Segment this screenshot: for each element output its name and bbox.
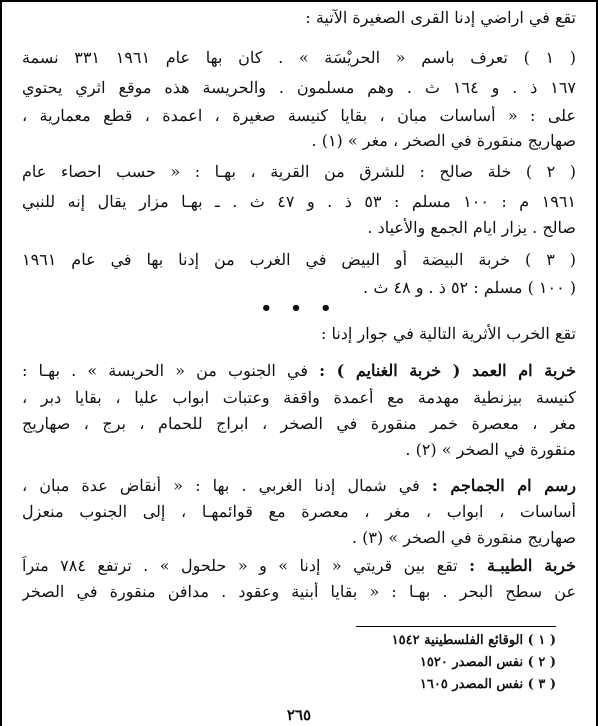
footnote: ( ١ ) الوقائع الفلسطينية ١٥٤٢ xyxy=(391,633,556,648)
paragraph-line: صالح . يزار ايام الجمع والأعياد . xyxy=(367,218,576,237)
paragraph-line: ( ١ ) تعرف باسم « الحريْسَة » . كان بها عام ١٩٦١ ٣٣١ نسمة xyxy=(22,48,576,67)
entry-title: خربة الطيبـة : xyxy=(469,556,576,575)
section-intro-line: تقع الخرب الأثرية التالية في جوار إدنا : xyxy=(321,324,576,343)
paragraph-line: ( ٣ ) خربة البيضة أو البيض في الغرب من إدنا بها في عام ١٩٦١ xyxy=(22,250,576,269)
entry-title: خربة ام العمد ( خربة الغنايم ) : xyxy=(319,361,576,380)
entry-text: في شمال إدنا الغربي . بها : « أنقاض عدة مبان ، xyxy=(22,476,432,495)
paragraph-line: صهاريج منقورة في الصخر ، مغر » (١) . xyxy=(311,131,576,150)
entry-text: في الجنوب من « الحريسة » . بهـا : xyxy=(22,361,320,380)
entry-text: تقع بين قريتي « إدنا » و « حلحول » . ترتفع ٧٨٤ متراً xyxy=(22,556,470,575)
entry-heading-line xyxy=(22,556,576,576)
paragraph-line: كنيسة بيزنطية مهدمة مع أعمدة واقفة وعتبات ابواب عليا ، بقايا دبر ، xyxy=(22,388,576,407)
entry-heading-line xyxy=(22,361,576,381)
entry-heading-line xyxy=(22,476,576,496)
paragraph-line: ( ٢ ) خلة صالح : للشرق من القرية ، بهـا : « حسب احصاء عام xyxy=(22,162,576,181)
footnote: ( ٣ ) نفس المصدر ١٦٠٥ xyxy=(419,677,556,692)
section-separator: • • • xyxy=(260,298,338,319)
paragraph-line: عن سطح البحر . بهـا : « بقايا أبنية وعقود . مدافن منقورة في الصخر xyxy=(22,582,576,601)
paragraph-line: أساسات ، ابواب ، مغر ، معصرة مع قوائمهـا ، إلى الجنوب منعزل xyxy=(22,502,576,521)
footnote: ( ٢ ) نفس المصدر ١٥٢٠ xyxy=(419,655,556,670)
paragraph-line: صهاريج منقورة في الصخر » (٣) . xyxy=(351,528,576,547)
page-number: ٢٦٥ xyxy=(286,706,312,724)
entry-title: رسم ام الجماجم : xyxy=(431,476,576,495)
paragraph-line: ١٦٧ ذ . و ١٦٤ ث . وهم مسلمون . والحريسة هذه موقع اثري يحتوي xyxy=(22,78,576,97)
paragraph-line: مغر ، معصرة خمر منقورة في الصخر ، ابراج للحمام ، برج ، صهاريج xyxy=(22,414,576,433)
paragraph-line: منقورة في الصخر » (٢) . xyxy=(405,440,576,459)
paragraph-line: ١٩٦١ م : ١٠٠ مسلم : ٥٣ ذ . و ٤٧ ث . ـ بهـا مزار يقال إنه للنبي xyxy=(22,192,576,211)
paragraph-line: ( ١٠٠ ) مسلم : ٥٢ ذ . و ٤٨ ث . xyxy=(363,278,576,297)
paragraph-line: على : « أساسات مبان ، بقايا كنيسة صغيرة ، اعمدة ، قطع معمارية ، xyxy=(22,106,576,125)
intro-line: تقع في اراضي إدنا القرى الصغيرة الآتية : xyxy=(305,8,576,27)
footnote-separator xyxy=(356,626,556,627)
